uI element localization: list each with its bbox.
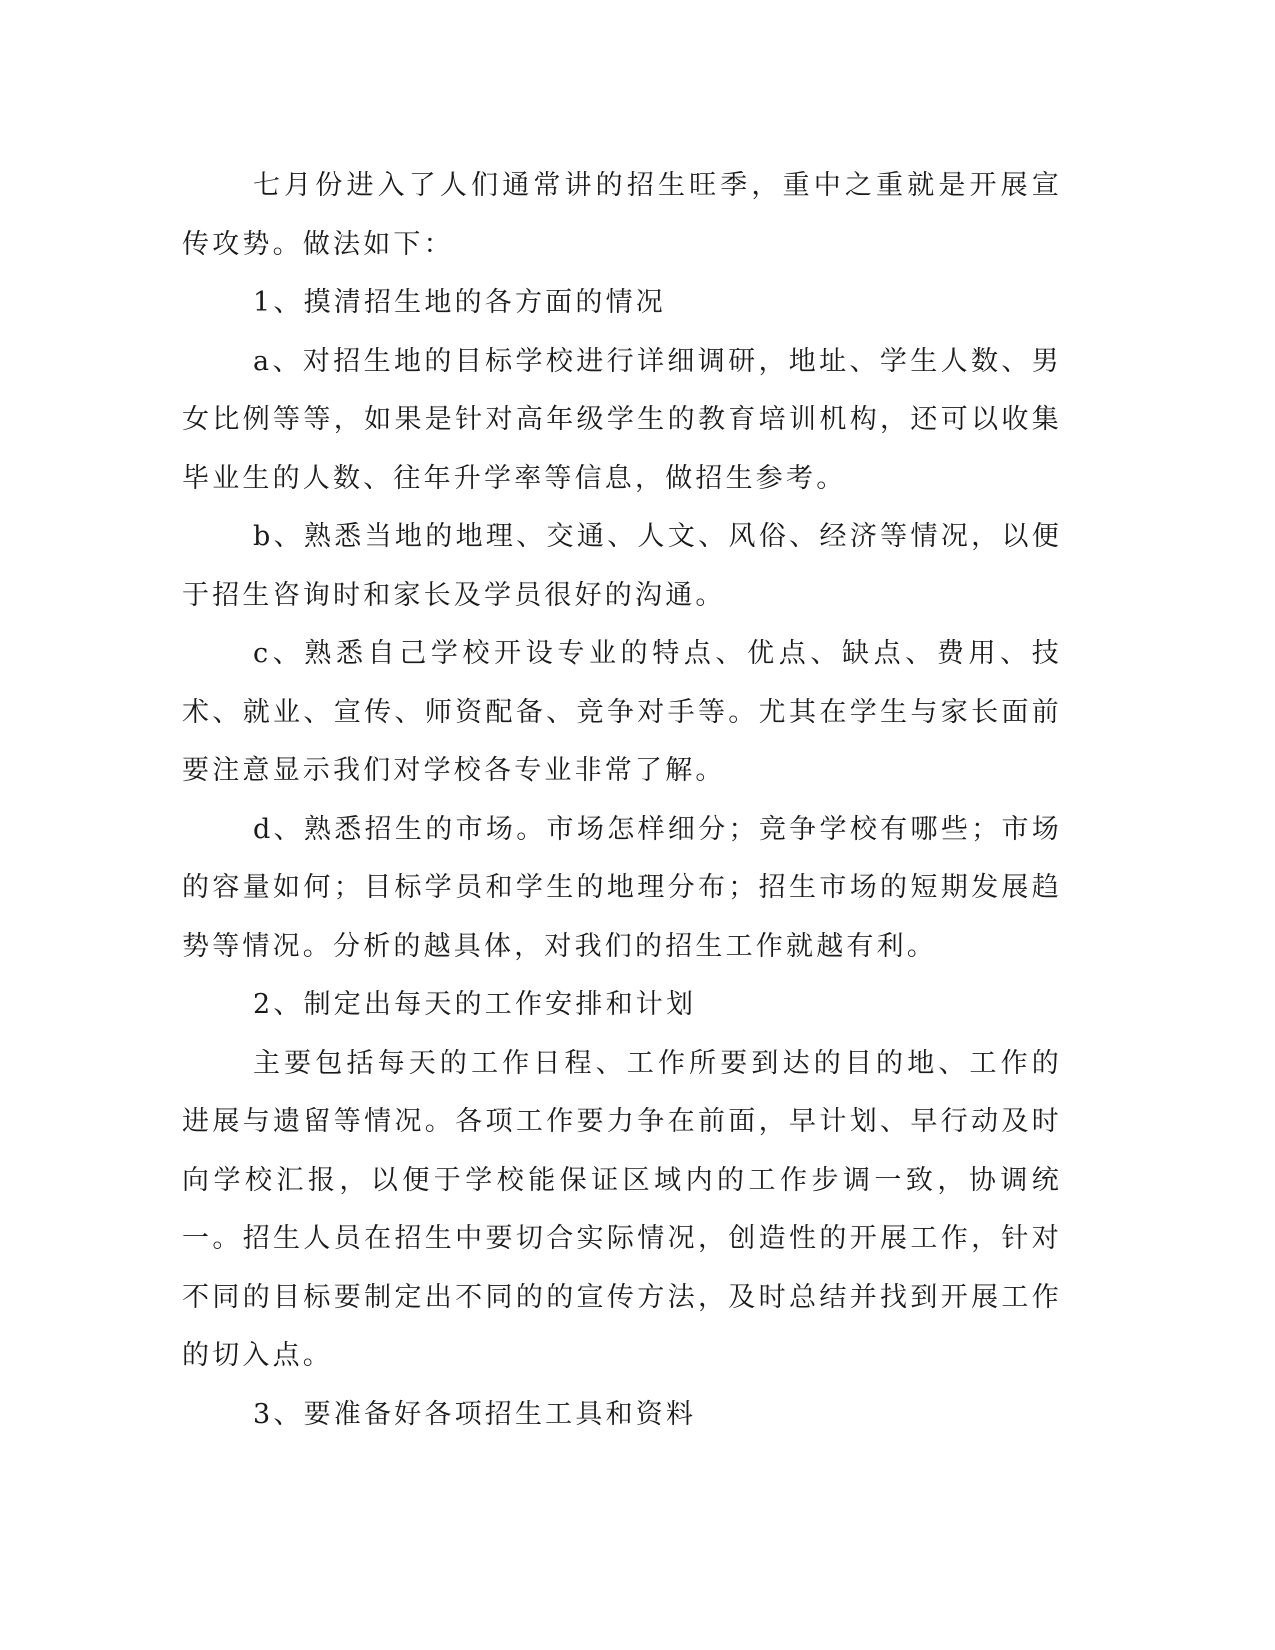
- heading-2: 2、制定出每天的工作安排和计划: [253, 989, 697, 1020]
- paragraph-2: 主要包括每天的工作日程、工作所要到达的目的地、工作的进展与遗留等情况。各项工作要力争在前面，早计划、早行动及时向学校汇报，以便于学校能保证区域内的工作步调一致，协调统一。招生人员在招生中要切合实际情况，创造性的开展工作，针对不同的目标要制定出不同的的宣传方法，及时总结并找到开展工作的切入点。: [182, 1047, 1062, 1371]
- heading-1: 1、摸清招生地的各方面的情况: [253, 287, 666, 318]
- paragraph-1d: d、熟悉招生的市场。市场怎样细分；竞争学校有哪些；市场的容量如何；目标学员和学生的地理分布；招生市场的短期发展趋势等情况。分析的越具体，对我们的招生工作就越有利。: [182, 813, 1062, 962]
- paragraph-1a: a、对招生地的目标学校进行详细调研，地址、学生人数、男女比例等等，如果是针对高年级学生的教育培训机构，还可以收集毕业生的人数、往年升学率等信息，做招生参考。: [182, 345, 1062, 494]
- document-body: [182, 157, 1062, 1444]
- heading-3: 3、要准备好各项招生工具和资料: [253, 1398, 697, 1430]
- paragraph-1c: c、熟悉自己学校开设专业的特点、优点、缺点、费用、技术、就业、宣传、师资配备、竞争对手等。尤其在学生与家长面前要注意显示我们对学校各专业非常了解。: [182, 638, 1062, 786]
- paragraph-1b: b、熟悉当地的地理、交通、人文、风俗、经济等情况，以便于招生咨询时和家长及学员很好的沟通。: [182, 521, 1062, 611]
- paragraph-intro: 七月份进入了人们通常讲的招生旺季，重中之重就是开展宣传攻势。做法如下：: [182, 170, 1062, 260]
